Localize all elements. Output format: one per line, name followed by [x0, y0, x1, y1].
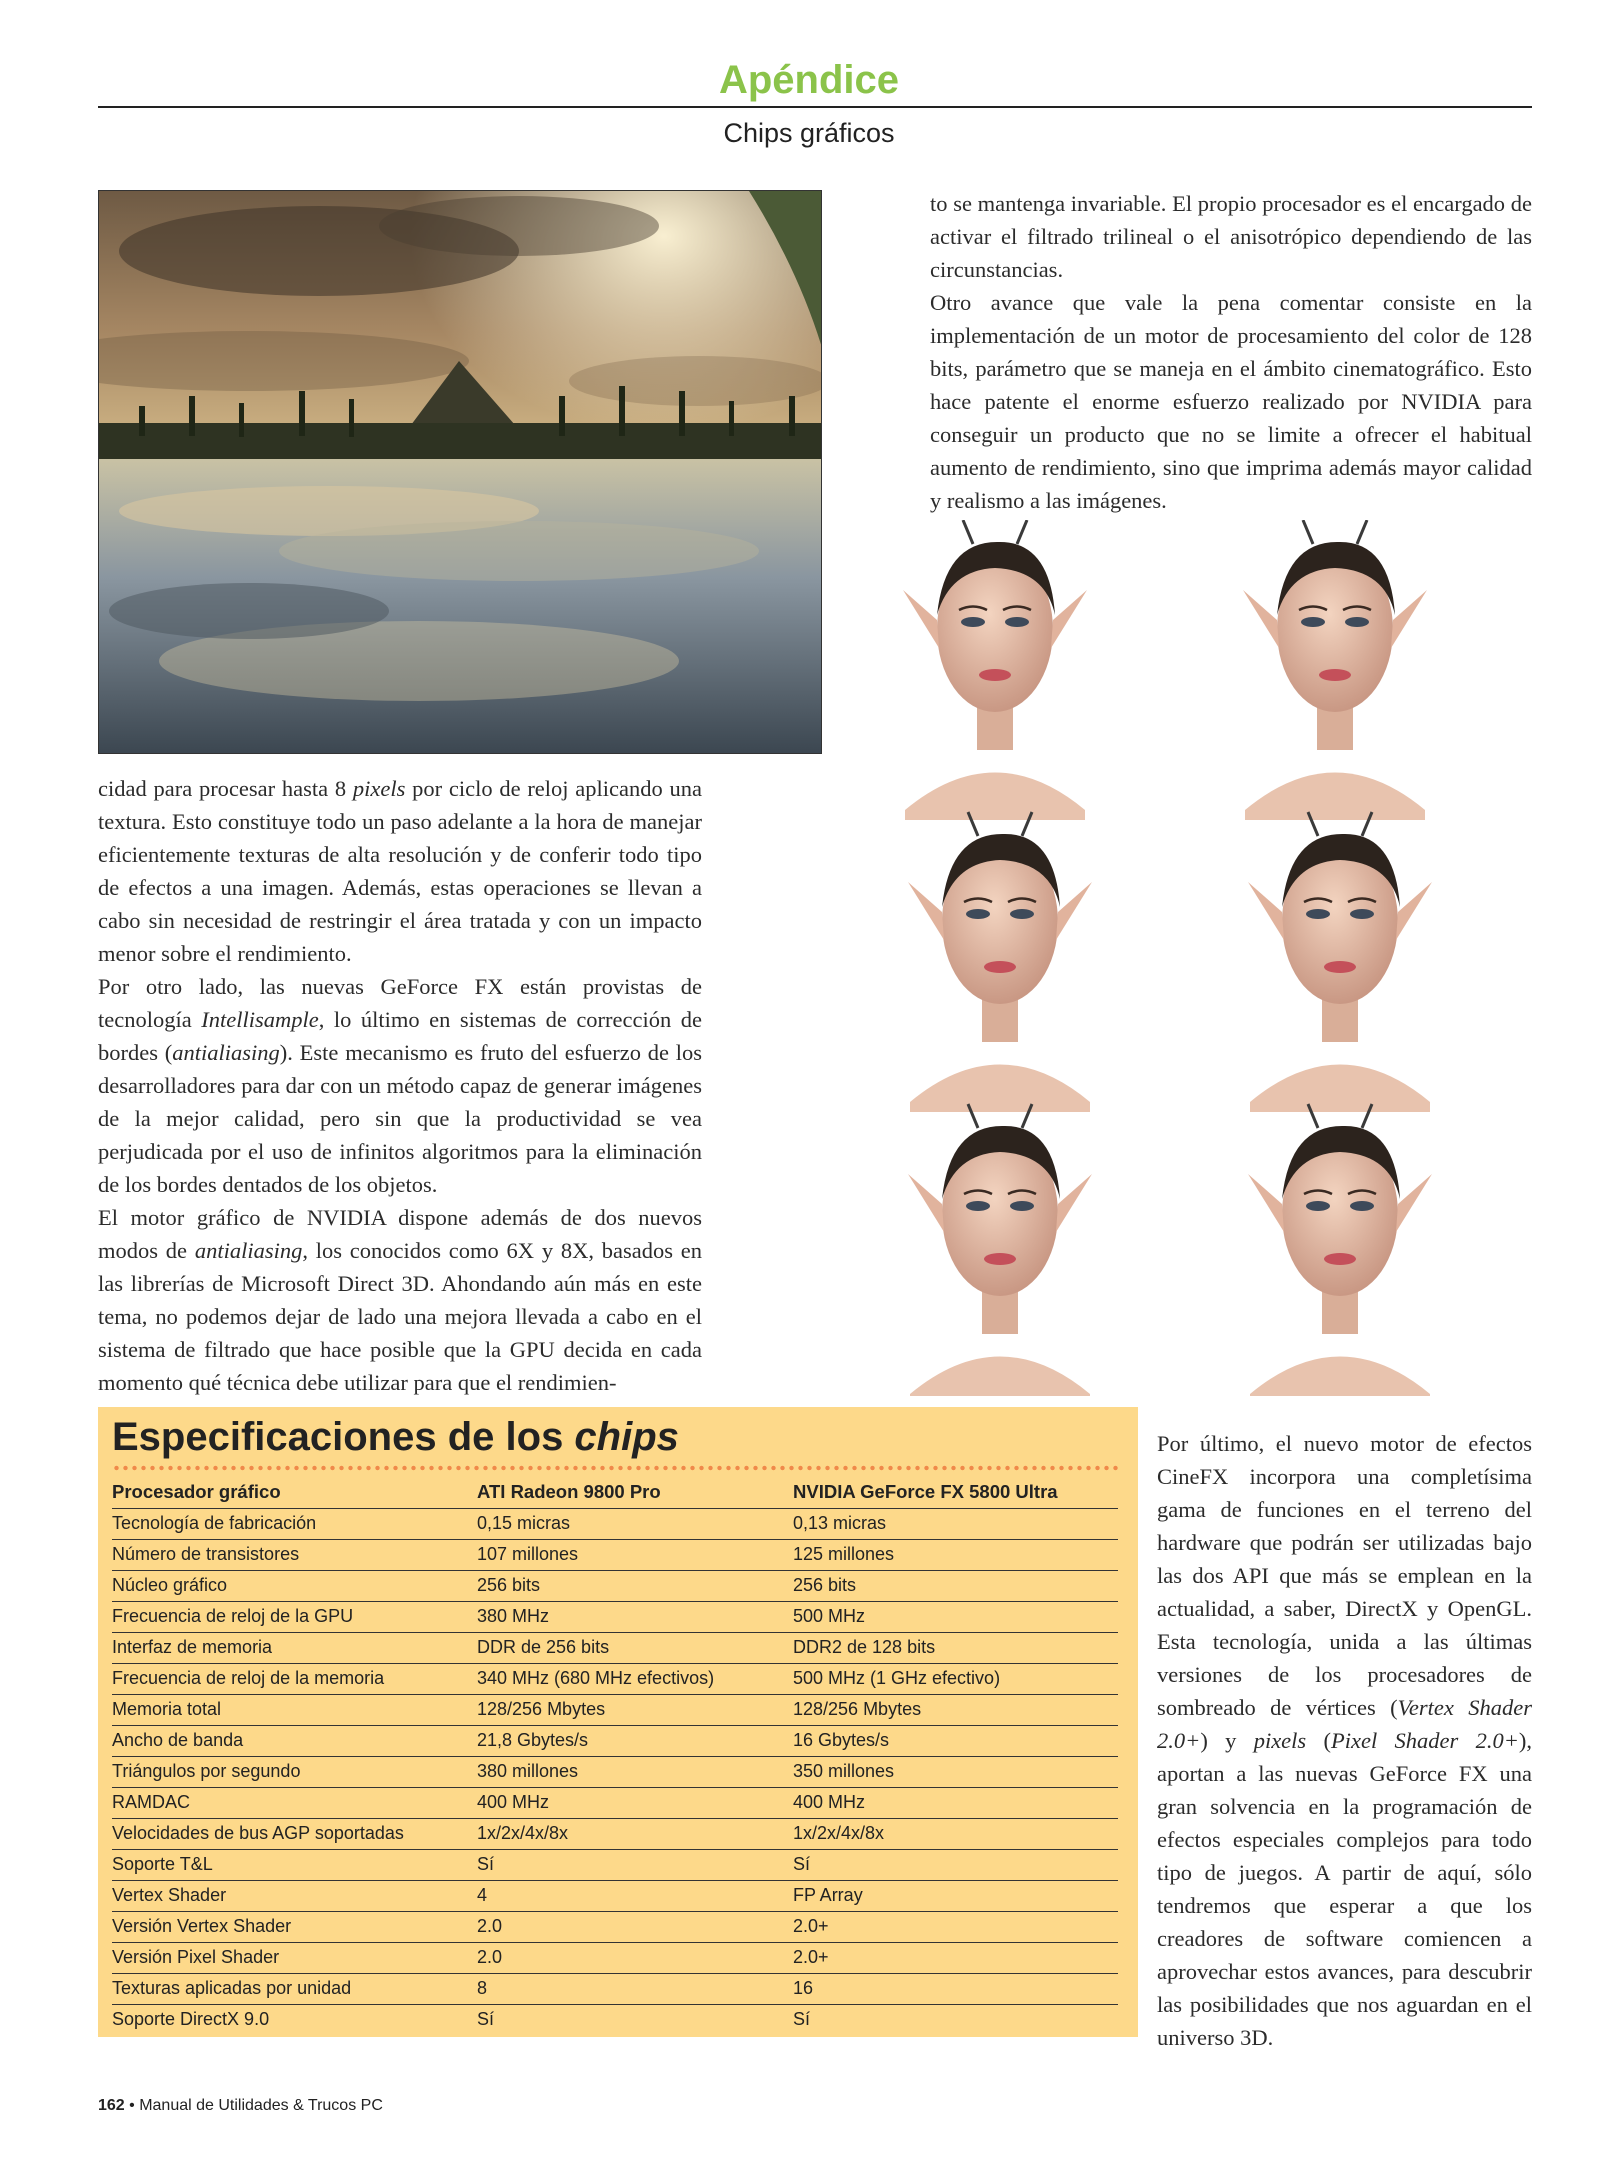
table-row [112, 1756, 1118, 1787]
table-cell: 0,15 micras [477, 1508, 793, 1539]
right-top-text [930, 187, 1532, 517]
table-row [112, 1601, 1118, 1632]
table-cell: Sí [477, 1849, 793, 1880]
table-cell: Velocidades de bus AGP soportadas [112, 1818, 477, 1849]
table-cell: Interfaz de memoria [112, 1632, 477, 1663]
table-cell: Soporte DirectX 9.0 [112, 2009, 270, 2030]
table-cell: RAMDAC [112, 1787, 477, 1818]
table-cell: Sí [477, 2009, 495, 2030]
table-cell: FP Array [793, 1880, 1118, 1911]
landscape-render-image [98, 190, 822, 754]
table-row [112, 1539, 1118, 1570]
table-cell: 125 millones [793, 1539, 1118, 1570]
table-cell: 2.0+ [793, 1911, 1118, 1942]
table-cell: Ancho de banda [112, 1725, 477, 1756]
table-cell: Núcleo gráfico [112, 1570, 477, 1601]
table-row [112, 1973, 1118, 2004]
paragraph: Por otro lado, las nuevas GeForce FX están provistas de tecnología Intellisample, lo último en sistemas de corrección de bordes (antialiasing). Este mecanismo es fruto del esfuerzo de los desarrolladores para dar con un método capaz de generar imágenes de la mejor calidad, pero sin que la productividad se vea perjudicada por el uso de infinitos algoritmos para la eliminación de los bordes dentados de los objetos. [98, 974, 702, 1197]
table-cell: Frecuencia de reloj de la GPU [112, 1601, 477, 1632]
spec-title: Especificaciones de los chips [112, 1415, 679, 1459]
specifications-box [98, 1407, 1138, 2037]
table-row [112, 1694, 1118, 1725]
table-row [112, 1663, 1118, 1694]
table-cell: 350 millones [793, 1756, 1118, 1787]
table-cell: 500 MHz (1 GHz efectivo) [793, 1663, 1118, 1694]
table-cell: 21,8 Gbytes/s [477, 1725, 793, 1756]
table-cell: Sí [793, 1849, 1118, 1880]
table-row [112, 1570, 1118, 1601]
table-cell: 380 millones [477, 1756, 793, 1787]
table-row [112, 1632, 1118, 1663]
table-cell: Triángulos por segundo [112, 1756, 477, 1787]
table-cell: DDR de 256 bits [477, 1632, 793, 1663]
right-bottom-text [1157, 1427, 1532, 2054]
left-column-text [98, 772, 702, 1399]
table-cell: 1x/2x/4x/8x [477, 1818, 793, 1849]
page-footer: 162 • Manual de Utilidades & Trucos PC [98, 2097, 383, 2114]
table-row [112, 1818, 1118, 1849]
table-cell: 2.0 [477, 1911, 793, 1942]
table-row [112, 1942, 1118, 1973]
paragraph: cidad para procesar hasta 8 pixels por ciclo de reloj aplicando una textura. Esto constituye todo un paso adelante a la hora de manejar eficientemente texturas de alta resolución y de conferir todo tipo de efectos a una imagen. Además, estas operaciones se llevan a cabo sin necesidad de restringir el área tratada y con un impacto menor sobre el rendimiento. [98, 776, 702, 966]
table-header-row [112, 1477, 1118, 1508]
table-row [112, 1880, 1118, 1911]
table-cell: Memoria total [112, 1694, 477, 1725]
table-row [112, 1911, 1118, 1942]
table-cell: 8 [477, 1973, 793, 2004]
table-cell: 2.0+ [793, 1942, 1118, 1973]
table-cell: 16 [793, 1973, 1118, 2004]
table-cell: Texturas aplicadas por unidad [112, 1973, 477, 2004]
table-cell: Versión Vertex Shader [112, 1911, 477, 1942]
column-header: NVIDIA GeForce FX 5800 Ultra [793, 1477, 1118, 1508]
table-cell: Número de transistores [112, 1539, 477, 1570]
table-row [112, 1508, 1118, 1539]
table-cell: 256 bits [477, 1570, 793, 1601]
table-cell: 2.0 [477, 1942, 793, 1973]
table-cell: Tecnología de fabricación [112, 1508, 477, 1539]
section-title: Apéndice [718, 58, 900, 102]
table-cell: Soporte T&L [112, 1849, 477, 1880]
table-cell: 128/256 Mbytes [793, 1694, 1118, 1725]
dotted-divider [112, 1465, 1122, 1471]
spec-table [112, 1477, 1118, 2035]
table-cell: 0,13 micras [793, 1508, 1118, 1539]
table-cell: 400 MHz [477, 1787, 793, 1818]
column-header: ATI Radeon 9800 Pro [477, 1477, 793, 1508]
table-cell: 500 MHz [793, 1601, 1118, 1632]
table-cell: Vertex Shader [112, 1880, 477, 1911]
table-row [112, 1849, 1118, 1880]
table-cell: 16 Gbytes/s [793, 1725, 1118, 1756]
table-cell: 380 MHz [477, 1601, 793, 1632]
table-row [112, 1725, 1118, 1756]
column-header: Procesador gráfico [112, 1477, 477, 1508]
table-cell: 107 millones [477, 1539, 793, 1570]
character-faces-image [865, 520, 1541, 1396]
paragraph: Por último, el nuevo motor de efectos CineFX incorpora una completísima gama de funciones en el terreno del hardware que podrán ser utilizadas bajo las dos API que más se emplean en la actualidad, a saber, DirectX y OpenGL. Esta tecnología, unida a las últimas versiones de los procesadores de sombreado de vértices (Vertex Shader 2.0+) y pixels (Pixel Shader 2.0+), aportan a las nuevas GeForce FX una gran solvencia en la programación de efectos especiales complejos para todo tipo de juegos. A partir de aquí, sólo tendremos que esperar a que los creadores de software comiencen a aprovechar estos avances, para descubrir las posibilidades que nos aguardan en el universo 3D. [1157, 1431, 1532, 2050]
table-cell: 4 [477, 1880, 793, 1911]
table-row [112, 2004, 1118, 2035]
table-cell: 128/256 Mbytes [477, 1694, 793, 1725]
table-cell: 256 bits [793, 1570, 1118, 1601]
paragraph: El motor gráfico de NVIDIA dispone además de dos nuevos modos de antialiasing, los conocidos como 6X y 8X, basados en las librerías de Microsoft Direct 3D. Ahondando aún más en este tema, no podemos dejar de lado una mejora llevada a cabo en el sistema de filtrado que hace posible que la GPU decida en cada momento qué técnica debe utilizar para que el rendimien- [98, 1205, 702, 1395]
section-subtitle: Chips gráficos [723, 118, 895, 148]
table-cell: Frecuencia de reloj de la memoria [112, 1663, 477, 1694]
table-cell: Sí [793, 2009, 811, 2030]
table-row [112, 1787, 1118, 1818]
header-divider [98, 106, 1532, 108]
table-cell: Versión Pixel Shader [112, 1942, 477, 1973]
publication-title: Manual de Utilidades & Trucos PC [139, 2097, 383, 2114]
page-number: 162 [98, 2097, 125, 2114]
table-cell: DDR2 de 128 bits [793, 1632, 1118, 1663]
table-cell: 340 MHz (680 MHz efectivos) [477, 1663, 793, 1694]
paragraph: to se mantenga invariable. El propio procesador es el encargado de activar el filtrado trilineal o el anisotrópico dependiendo de las circunstancias. [930, 191, 1532, 282]
table-cell: 1x/2x/4x/8x [793, 1818, 1118, 1849]
table-cell: 400 MHz [793, 1787, 1118, 1818]
paragraph: Otro avance que vale la pena comentar consiste en la implementación de un motor de procesamiento del color de 128 bits, parámetro que se maneja en el ámbito cinematográfico. Esto hace patente el enorme esfuerzo realizado por NVIDIA para conseguir un producto que no se limite a ofrecer el habitual aumento de rendimiento, sino que imprima además mayor calidad y realismo a las imágenes. [930, 290, 1532, 513]
